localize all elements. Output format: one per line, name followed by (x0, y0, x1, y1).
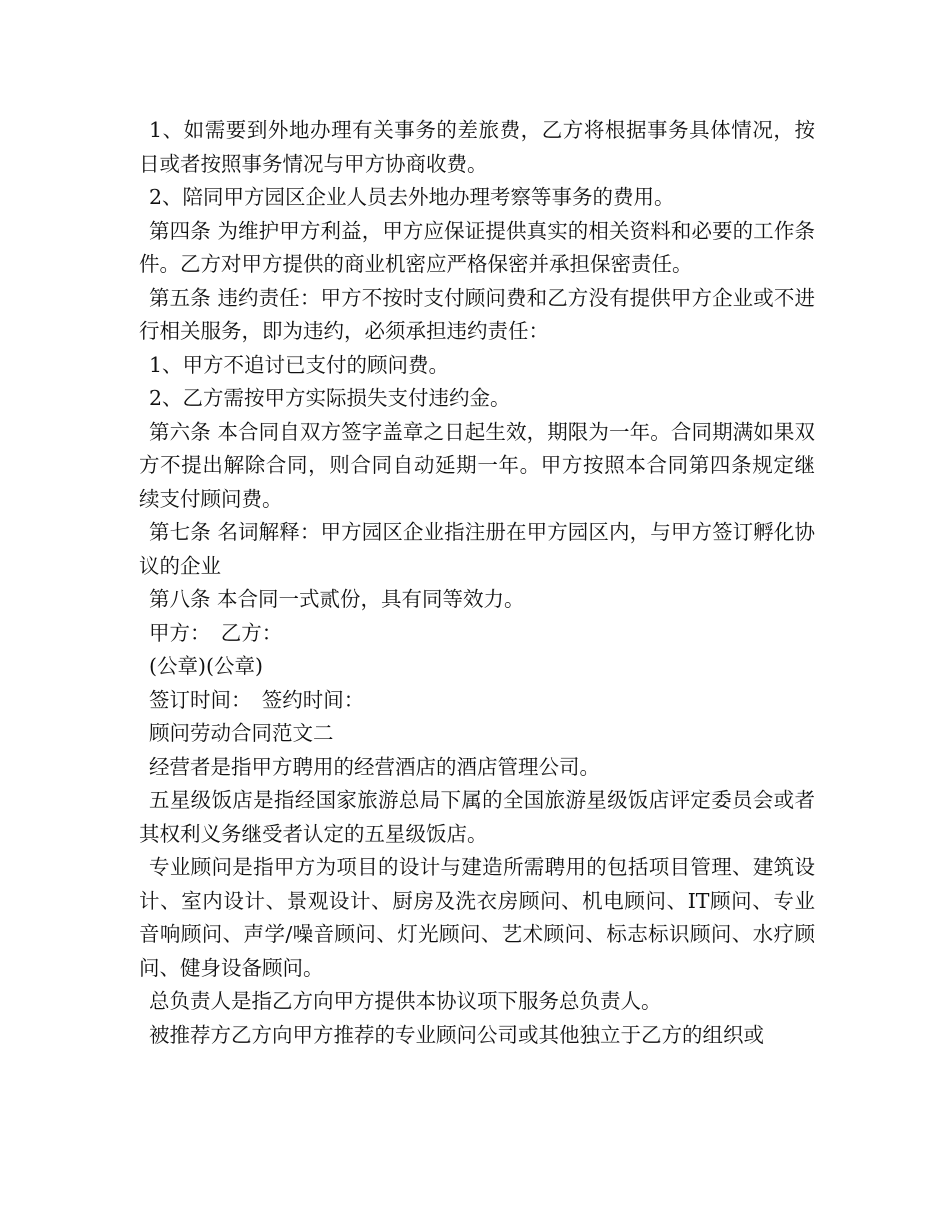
paragraph-operator-definition: 经营者是指甲方聘用的经营酒店的酒店管理公司。 (149, 754, 600, 779)
paragraph-article-5-item-2: 2、乙方需按甲方实际损失支付违约金。 (149, 386, 511, 410)
paragraph-article-4: 第四条 为维护甲方利益，甲方应保证提供真实的相关资料和必要的工作条件。乙方对甲方提供的商业机密应严格保密并承担保密责任。 (139, 218, 815, 276)
signature-parties: 甲方： 乙方： (149, 620, 283, 645)
paragraph-article-6: 第六条 本合同自双方签字盖章之日起生效，期限为一年。合同期满如果双方不提出解除合同，则合同自动延期一年。甲方按照本合同第四条规定继续支付顾问费。 (139, 419, 815, 511)
paragraph-article-7: 第七条 名词解释：甲方园区企业指注册在甲方园区内，与甲方签订孵化协议的企业 (139, 520, 815, 578)
signature-seals: (公章)(公章) (149, 654, 263, 678)
paragraph-lead-definition: 总负责人是指乙方向甲方提供本协议项下服务总负责人。 (149, 989, 662, 1013)
section-title-sample-two: 顾问劳动合同范文二 (149, 721, 334, 745)
signature-dates: 签订时间： 签约时间： (149, 687, 365, 712)
paragraph-travel-expenses: 1、如需要到外地办理有关事务的差旅费，乙方将根据事务具体情况，按日或者按照事务情况与甲方协商收费。 (139, 118, 815, 176)
paragraph-recommended-party-definition: 被推荐方乙方向甲方推荐的专业顾问公司或其他独立于乙方的组织或 (149, 1022, 764, 1047)
paragraph-five-star-definition: 五星级饭店是指经国家旅游总局下属的全国旅游星级饭店评定委员会或者其权利义务继受者认定的五星级饭店。 (139, 788, 815, 846)
paragraph-accompany-expenses: 2、陪同甲方园区企业人员去外地办理考察等事务的费用。 (149, 185, 675, 209)
paragraph-article-5-item-1: 1、甲方不追讨已支付的顾问费。 (149, 352, 450, 377)
document-body (139, 114, 815, 1052)
paragraph-article-5: 第五条 违约责任：甲方不按时支付顾问费和乙方没有提供甲方企业或不进行相关服务，即为违约，必须承担违约责任： (139, 285, 815, 343)
paragraph-article-8: 第八条 本合同一式贰份，具有同等效力。 (149, 587, 525, 611)
paragraph-consultant-definition: 专业顾问是指甲方为项目的设计与建造所需聘用的包括项目管理、建筑设计、室内设计、景观设计、厨房及洗衣房顾问、机电顾问、IT顾问、专业音响顾问、声学/噪音顾问、灯光顾问、艺术顾问、标志标识顾问、水疗顾问、健身设备顾问。 (139, 855, 815, 980)
